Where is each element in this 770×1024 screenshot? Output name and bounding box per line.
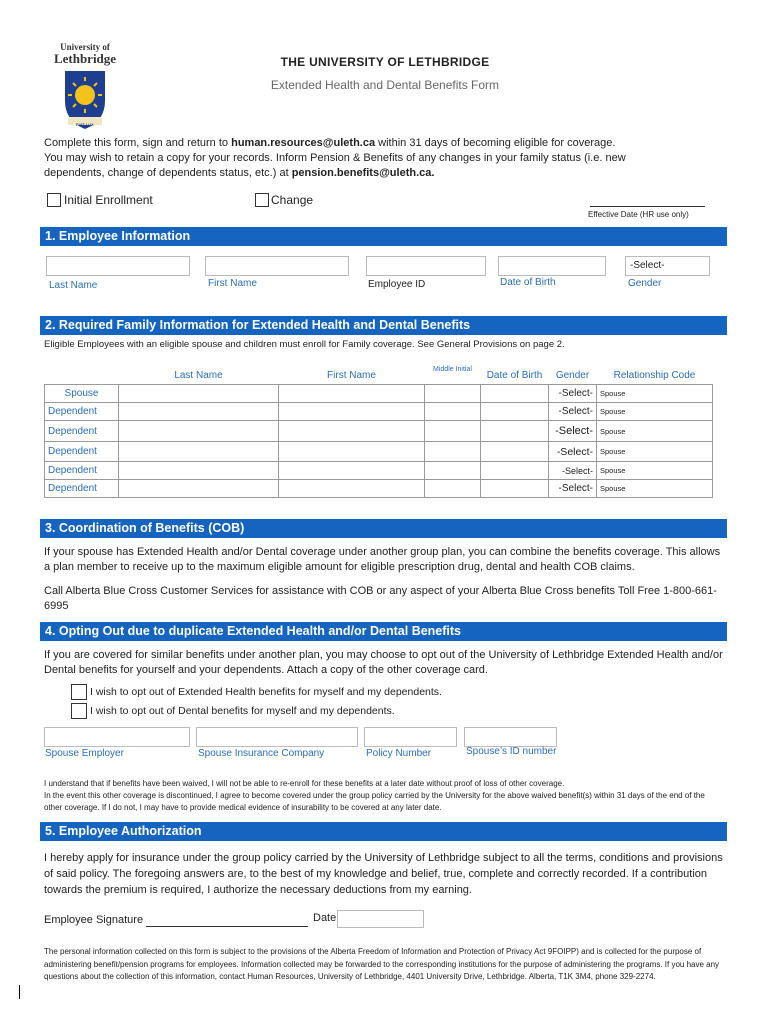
section3-header: 3. Coordination of Benefits (COB) (40, 519, 727, 538)
spouse-insurance-input[interactable] (196, 727, 358, 747)
table-row (45, 462, 713, 480)
employee-id-label: Employee ID (368, 279, 426, 290)
signature-line[interactable] (146, 926, 308, 927)
table-row (45, 421, 713, 442)
section2-note: Eligible Employees with an eligible spouse and children must enroll for Family coverage. See General Provisions on page 2. (44, 339, 565, 350)
cell-dob[interactable] (481, 480, 549, 498)
family-table (44, 366, 713, 498)
initial-enrollment-label: Initial Enrollment (64, 193, 153, 207)
cell-last-name[interactable] (119, 385, 279, 403)
cell-first-name[interactable] (279, 480, 425, 498)
cell-last-name[interactable] (119, 462, 279, 480)
section4-header: 4. Opting Out due to duplicate Extended Health and/or Dental Benefits (40, 622, 727, 641)
cell-relationship-select[interactable]: Spouse (597, 403, 713, 421)
opt-out-health-checkbox[interactable] (71, 684, 87, 700)
policy-number-input[interactable] (364, 727, 457, 747)
cell-relationship-select[interactable]: Spouse (597, 480, 713, 498)
cell-relationship-select[interactable]: Spouse (597, 385, 713, 403)
signature-date-input[interactable] (337, 910, 424, 928)
col-dob: Date of Birth (481, 366, 549, 385)
row-role: Dependent (45, 421, 119, 442)
col-last-name: Last Name (119, 366, 279, 385)
hr-email-link[interactable]: human.resources@uleth.ca (231, 137, 376, 149)
cell-relationship-select[interactable]: Spouse (597, 442, 713, 462)
initial-enrollment-checkbox[interactable] (47, 193, 61, 207)
table-row (45, 403, 713, 421)
form-subtitle: Extended Health and Dental Benefits Form (270, 78, 500, 92)
col-middle-initial: Middle Initial (425, 366, 481, 385)
section5-paragraph: I hereby apply for insurance under the group policy carried by the University of Lethbridge subject to all the terms, conditions and provisions of said policy. The foregoing answers are, to the best of my knowledge and belief, true, complete and correctly recorded. If a contribution towards the premium is required, I authorize the necessary deductions from my earning. (44, 852, 723, 896)
cell-first-name[interactable] (279, 385, 425, 403)
row-role: Dependent (45, 462, 119, 480)
section3-paragraph2: Call Alberta Blue Cross Customer Services for assistance with COB or any aspect of your Alberta Blue Cross benefits Toll Free 1-800-661-6995 (44, 585, 717, 612)
effective-date-label: Effective Date (HR use only) (588, 210, 689, 219)
cell-first-name[interactable] (279, 421, 425, 442)
cell-relationship-select[interactable]: Spouse (597, 462, 713, 480)
cell-middle-initial[interactable] (425, 385, 481, 403)
last-name-label: Last Name (49, 280, 98, 291)
dob-label: Date of Birth (500, 277, 556, 288)
spouse-employer-label: Spouse Employer (45, 748, 124, 759)
intro-line1b: within 31 days of becoming eligible for coverage. (375, 137, 616, 149)
cell-dob[interactable] (481, 403, 549, 421)
table-row (45, 385, 713, 403)
cell-dob[interactable] (481, 462, 549, 480)
cell-last-name[interactable] (119, 480, 279, 498)
opt-out-health-label: I wish to opt out of Extended Health benefits for myself and my dependents. (90, 686, 442, 698)
cell-dob[interactable] (481, 442, 549, 462)
privacy-notice: The personal information collected on this form is subject to the provisions of the Alberta Freedom of Information and Protection of Privacy Act 9FOIPP) and is collected for the purpose of administering benefit/pension programs for employees. Information collected may be forwarded to the corresponding institutions for the purpose of administering the programs. If you have any questions about the collection of this information, contact Human Resources, University of Lethbridge, 4401 University Drive, Lethbridge. Alberta, T1K 3M4, phone 329-2274. (44, 947, 720, 981)
cell-last-name[interactable] (119, 403, 279, 421)
col-first-name: First Name (279, 366, 425, 385)
cell-middle-initial[interactable] (425, 403, 481, 421)
cell-last-name[interactable] (119, 442, 279, 462)
cell-middle-initial[interactable] (425, 442, 481, 462)
policy-number-label: Policy Number (366, 748, 432, 759)
section3-paragraph1: If your spouse has Extended Health and/or Dental coverage under another group plan, you can combine the benefits coverage. This allows a plan member to receive up to the maximum eligible amount for eligible prescription drug, dental and health COB claims. (44, 546, 721, 573)
intro-line2: You may wish to retain a copy for your records. Inform Pension & Benefits of any changes in your family status (i.e. new (44, 152, 626, 164)
cell-dob[interactable] (481, 385, 549, 403)
signature-label: Employee Signature (44, 914, 144, 926)
spouse-insurance-label: Spouse Insurance Company (198, 748, 325, 759)
logo-banner: FIAT LUX (76, 122, 94, 127)
logo-text-2: Lethbridge (53, 51, 117, 66)
gender-select[interactable]: -Select- (625, 256, 710, 276)
cell-gender-select[interactable]: -Select- (549, 480, 597, 498)
cell-gender-select[interactable]: -Select- (549, 403, 597, 421)
waiver-text-1: I understand that if benefits have been waived, I will not be able to re-enroll for these benefits at a later date without proof of loss of other coverage. (44, 779, 565, 788)
cell-gender-select[interactable]: -Select- (549, 421, 597, 442)
logo-text-1: University of (60, 42, 110, 52)
section5-header: 5. Employee Authorization (40, 822, 727, 841)
change-label: Change (271, 193, 314, 207)
cell-last-name[interactable] (119, 421, 279, 442)
opt-out-dental-checkbox[interactable] (71, 703, 87, 719)
last-name-input[interactable] (46, 256, 190, 276)
row-role: Dependent (45, 442, 119, 462)
cell-middle-initial[interactable] (425, 480, 481, 498)
spouse-employer-input[interactable] (44, 727, 190, 747)
cell-gender-select[interactable]: -Select- (549, 385, 597, 403)
intro-text (44, 136, 724, 181)
row-role: Spouse (45, 385, 119, 403)
waiver-text-2: In the event this other coverage is discontinued, I agree to become covered under the group policy carried by the University for the above waived benefit(s) within 31 days of the end of the other coverage. If I do not, I may have to provide medical evidence of insurability to be covered at any later date. (44, 791, 705, 812)
intro-line3a: dependents, change of dependents status, etc.) at (44, 167, 292, 179)
row-role: Dependent (45, 480, 119, 498)
cell-middle-initial[interactable] (425, 421, 481, 442)
table-row (45, 480, 713, 498)
spouse-id-input[interactable] (464, 727, 557, 747)
section1-header: 1. Employee Information (40, 227, 727, 246)
section4-paragraph: If you are covered for similar benefits under another plan, you may choose to opt out of the University of Lethbridge Extended Health and/or Dental benefits for yourself and your dependents. Attach a copy of the other coverage card. (44, 649, 723, 676)
cell-gender-select[interactable]: -Select- (549, 462, 597, 480)
text-cursor (19, 985, 20, 999)
section2-header: 2. Required Family Information for Extended Health and Dental Benefits (40, 316, 727, 335)
role-header-blank (45, 366, 119, 385)
col-gender: Gender (549, 366, 597, 385)
cell-dob[interactable] (481, 421, 549, 442)
cell-relationship-select[interactable]: Spouse (597, 421, 713, 442)
first-name-input[interactable] (205, 256, 349, 276)
gender-label: Gender (628, 278, 662, 289)
opt-out-dental-label: I wish to opt out of Dental benefits for myself and my dependents. (90, 705, 395, 717)
first-name-label: First Name (208, 278, 257, 289)
form-title: THE UNIVERSITY OF LETHBRIDGE (280, 55, 490, 69)
cell-first-name[interactable] (279, 442, 425, 462)
pension-email-link[interactable]: pension.benefits@uleth.ca. (291, 167, 435, 179)
employee-id-input[interactable] (366, 256, 486, 276)
cell-first-name[interactable] (279, 403, 425, 421)
effective-date-line[interactable] (590, 206, 705, 207)
table-row (45, 442, 713, 462)
intro-line1a: Complete this form, sign and return to (44, 137, 232, 149)
dob-input[interactable] (498, 256, 606, 276)
col-relationship: Relationship Code (597, 366, 713, 385)
row-role: Dependent (45, 403, 119, 421)
cell-first-name[interactable] (279, 462, 425, 480)
date-label: Date (313, 912, 337, 924)
change-checkbox[interactable] (255, 193, 269, 207)
cell-gender-select[interactable]: -Select- (549, 442, 597, 462)
spouse-id-label: Spouse’s ID number (466, 746, 557, 757)
cell-middle-initial[interactable] (425, 462, 481, 480)
